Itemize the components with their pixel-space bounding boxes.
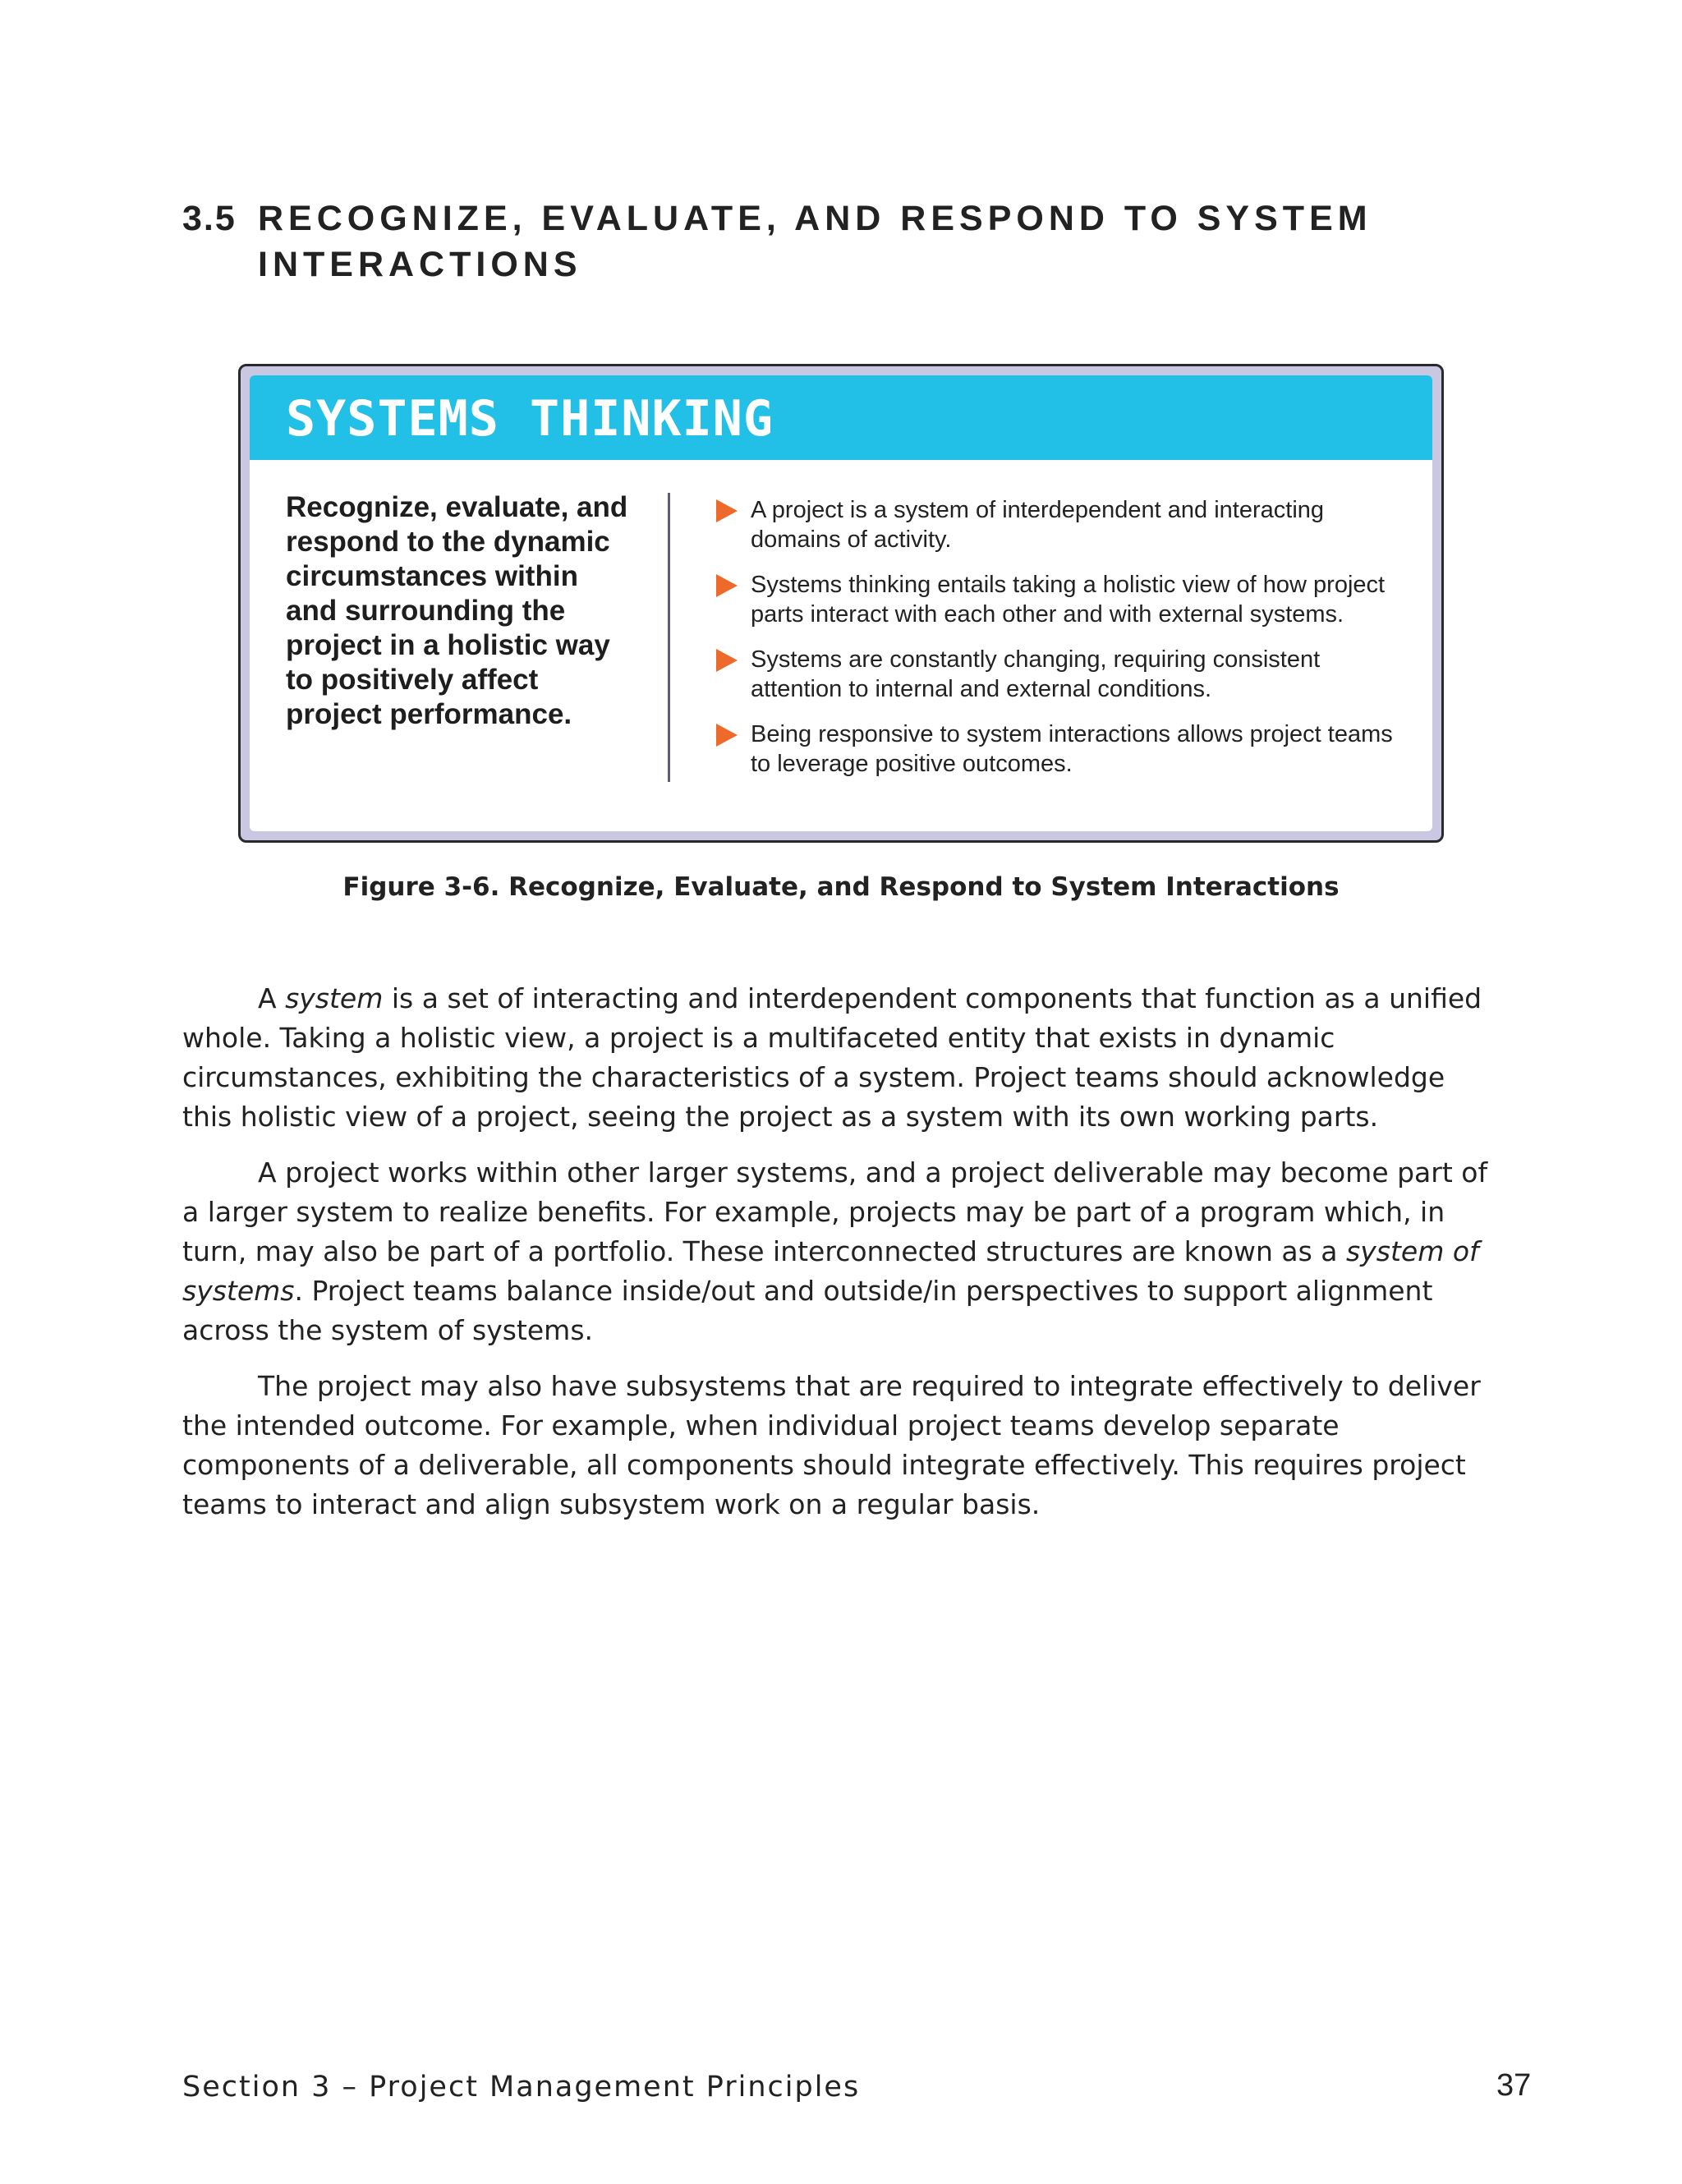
figure-banner-title: SYSTEMS THINKING bbox=[286, 390, 774, 448]
term-system: system bbox=[285, 982, 384, 1014]
paragraph-text: . Project teams balance inside/out and outside/in perspectives to support alignment across the system of systems. bbox=[182, 1275, 1433, 1346]
body-paragraph bbox=[182, 979, 1496, 1137]
section-number: 3.5 bbox=[182, 199, 237, 238]
triangle-bullet-icon bbox=[716, 574, 738, 597]
term-system-of-systems: system of systems bbox=[182, 1235, 1479, 1307]
figure-bullet-text: A project is a system of interdependent and interacting domains of activity. bbox=[751, 497, 1325, 553]
figure-bullet bbox=[716, 495, 1414, 554]
systems-thinking-figure bbox=[238, 364, 1444, 843]
figure-summary: Recognize, evaluate, and respond to the dynamic circumstances within and surrounding the project in a holistic way to positively affect project performance. bbox=[286, 491, 628, 730]
paragraph-text: A bbox=[258, 982, 286, 1014]
section-heading bbox=[182, 195, 1464, 287]
figure-bullet-text: Systems are constantly changing, requiring consistent attention to internal and external conditions. bbox=[751, 646, 1321, 702]
figure-bullet-text: Systems thinking entails taking a holistic view of how project parts interact with each other and with external systems. bbox=[751, 572, 1386, 628]
body-paragraph bbox=[182, 1153, 1496, 1350]
figure-panel bbox=[250, 375, 1432, 831]
section-title: RECOGNIZE, EVALUATE, AND RESPOND TO SYSTEM INTERACTIONS bbox=[258, 199, 1372, 284]
figure-banner bbox=[250, 375, 1432, 460]
figure-bullet-text: Being responsive to system interactions allows project teams to leverage positive outcomes. bbox=[751, 721, 1393, 777]
triangle-bullet-icon bbox=[716, 724, 738, 747]
footer-section-label: Section 3 – Project Management Principles bbox=[182, 2071, 861, 2104]
triangle-bullet-icon bbox=[716, 649, 738, 672]
triangle-bullet-icon bbox=[716, 499, 738, 522]
page-number: 37 bbox=[1496, 2068, 1532, 2103]
figure-bullet-list bbox=[716, 495, 1414, 794]
body-text bbox=[182, 979, 1496, 1541]
body-paragraph: The project may also have subsystems that are required to integrate effectively to deliver the intended outcome. For example, when individual project teams develop separate components of a deliverable, all components should integrate effectively. This requires project teams to interact and align subsystem work on a regular basis. bbox=[182, 1370, 1481, 1520]
figure-bullet bbox=[716, 570, 1414, 629]
figure-bullet bbox=[716, 720, 1414, 779]
paragraph-text: is a set of interacting and interdependent components that function as a unified whole. Taking a holistic view, a project is a multifaceted entity that exists in dynamic circumstances, exhibiting the characteristics of a system. Project teams should acknowledge this holistic view of a project, seeing the project as a system with its own working parts. bbox=[182, 982, 1482, 1133]
paragraph-text: A project works within other larger systems, and a project deliverable may become part of a larger system to realize benefits. For example, projects may be part of a program which, in turn, may also be part of a portfolio. These interconnected structures are known as a bbox=[182, 1156, 1488, 1267]
figure-divider bbox=[668, 493, 670, 782]
figure-bullet bbox=[716, 645, 1414, 704]
figure-caption: Figure 3-6. Recognize, Evaluate, and Respond to System Interactions bbox=[342, 872, 1340, 902]
